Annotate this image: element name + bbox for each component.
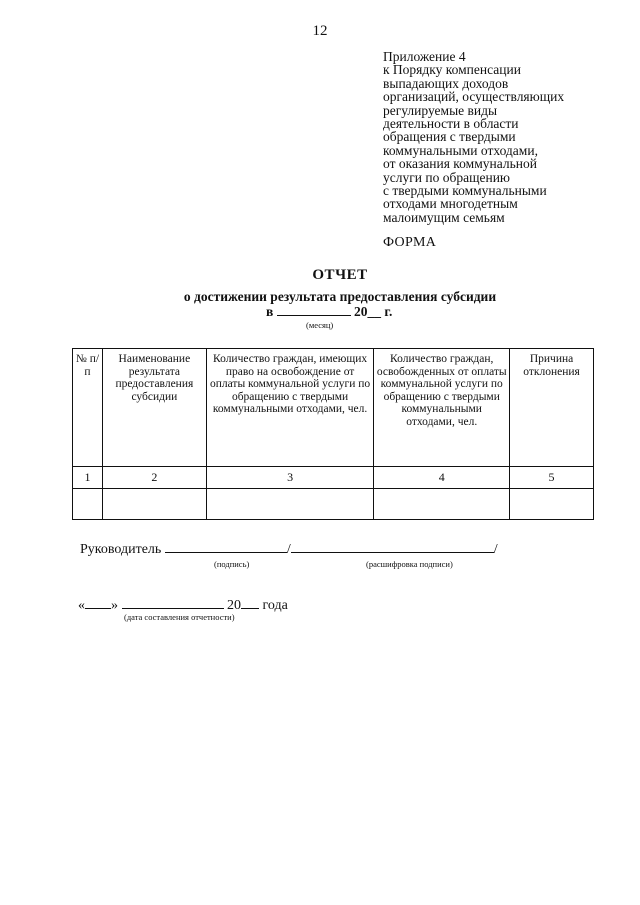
signature-field[interactable] [165, 540, 287, 553]
column-number: 4 [374, 467, 510, 489]
appendix-line: регулируемые виды [383, 102, 498, 118]
page-number: 12 [312, 23, 328, 39]
signature-hint: (подпись) [214, 559, 250, 569]
month-date-field[interactable] [122, 596, 224, 609]
appendix-line: с твердыми коммунальными [383, 183, 547, 199]
table-cell[interactable] [374, 489, 510, 520]
column-number: 1 [73, 467, 103, 489]
column-header-deviation-reason: Причина отклонения [510, 349, 594, 467]
signature-label: Руководитель [80, 542, 162, 557]
table-cell[interactable] [73, 489, 103, 520]
appendix-line: малоимущим семьям [383, 209, 505, 225]
year-suffix: года [262, 598, 288, 613]
appendix-line: отходами многодетным [383, 196, 518, 212]
appendix-line: деятельности в области [383, 116, 519, 132]
day-field[interactable] [85, 596, 111, 609]
column-header-eligible-count: Количество граждан, имеющих право на освобождение от оплаты коммунальной услуги по обращению с твердыми коммунальными отходами, чел. [206, 349, 374, 467]
column-header-exempted-count: Количество граждан, освобожденных от оплаты коммунальной услуги по обращению с твердыми коммунальными отходами, чел. [374, 349, 510, 467]
appendix-line: к Порядку компенсации [383, 62, 521, 78]
date-close-quote: » [111, 598, 118, 613]
date-hint: (дата составления отчетности) [124, 612, 235, 622]
table-cell[interactable] [510, 489, 594, 520]
signature-row: Руководитель / / [80, 542, 498, 557]
appendix-line: обращения с твердыми [383, 129, 516, 145]
table-cell[interactable] [102, 489, 206, 520]
appendix-line: от оказания коммунальной [383, 156, 537, 172]
table-cell[interactable] [206, 489, 374, 520]
table-header-row [73, 349, 594, 467]
appendix-line: Приложение 4 [383, 49, 466, 64]
appendix-line: услуги по обращению [383, 169, 510, 185]
period-year: 20__ г. [354, 304, 393, 319]
month-field[interactable] [277, 303, 351, 316]
report-period [266, 303, 392, 320]
column-number: 2 [102, 467, 206, 489]
report-subtitle: о достижении результата предоставления субсидии [183, 289, 497, 304]
report-title: ОТЧЕТ [312, 267, 368, 283]
appendix-block [383, 50, 633, 224]
appendix-line: коммунальными отходами, [383, 142, 538, 158]
column-number: 5 [510, 467, 594, 489]
year-prefix: 20 [227, 598, 241, 613]
form-label: ФОРМА [383, 235, 437, 250]
column-header-result-name: Наименование результата предоставления субсидии [102, 349, 206, 467]
appendix-line: организаций, осуществляющих [383, 89, 565, 105]
signature-decode-field[interactable] [291, 540, 494, 553]
table-number-row [73, 467, 594, 489]
appendix-line: выпадающих доходов [383, 75, 509, 91]
report-table [72, 348, 594, 520]
column-header-number: № п/п [73, 349, 103, 467]
column-number: 3 [206, 467, 374, 489]
period-prefix: в [266, 304, 274, 319]
year-field[interactable] [241, 596, 259, 609]
signature-decode-hint: (расшифровка подписи) [366, 559, 453, 569]
table-row [73, 489, 594, 520]
month-hint: (месяц) [306, 320, 334, 330]
date-open-quote: « [78, 598, 85, 613]
